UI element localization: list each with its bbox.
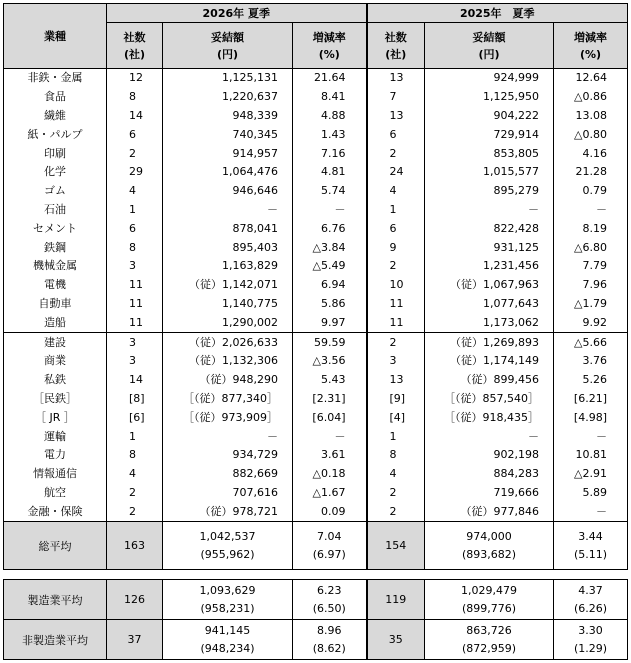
- manufacturing-row: [4, 69, 628, 88]
- manufacturing-count-2026: 126: [107, 580, 163, 620]
- count-2025: 9: [367, 238, 425, 257]
- count-2026: 12: [107, 69, 163, 88]
- industry-name: 情報通信: [4, 465, 107, 484]
- manufacturing-row: [4, 295, 628, 314]
- count-2026: 14: [107, 107, 163, 126]
- total-count-2025: 154: [367, 522, 425, 570]
- rate-2025: 9.92: [554, 313, 628, 332]
- total-average-section: [4, 522, 628, 570]
- rate-2025: 5.89: [554, 484, 628, 503]
- amount-2026: 1,064,476: [163, 163, 293, 182]
- manufacturing-row: [4, 219, 628, 238]
- non-manufacturing-section: [4, 333, 628, 522]
- amount-2025: （従）1,269,893: [425, 333, 554, 352]
- manufacturing-amount-2026: 1,093,629 (958,231): [163, 580, 293, 620]
- industry-name: 運輸: [4, 427, 107, 446]
- non-manufacturing-row: [4, 333, 628, 352]
- non-manufacturing-count-2025: 35: [367, 620, 425, 660]
- rate-2025: 21.28: [554, 163, 628, 182]
- count-2026: 3: [107, 333, 163, 352]
- amount-2025: 729,914: [425, 125, 554, 144]
- amount-2026: 882,669: [163, 465, 293, 484]
- manufacturing-row: [4, 107, 628, 126]
- rate-2026: [6.04]: [293, 408, 367, 427]
- count-2025: 2: [367, 144, 425, 163]
- count-2026: 3: [107, 257, 163, 276]
- rate-2025: －: [554, 427, 628, 446]
- count-2025: 24: [367, 163, 425, 182]
- amount-2026: （従）1,142,071: [163, 276, 293, 295]
- amount-2026: －: [163, 201, 293, 220]
- amount-2025: 853,805: [425, 144, 554, 163]
- industry-name: ［ JR ］: [4, 408, 107, 427]
- non-manufacturing-row: [4, 446, 628, 465]
- amount-2026: 934,729: [163, 446, 293, 465]
- amount-2025-header: 妥結額 (円): [425, 23, 554, 69]
- count-2026: 1: [107, 201, 163, 220]
- amount-2026: 895,403: [163, 238, 293, 257]
- count-2025: 10: [367, 276, 425, 295]
- amount-2026: 948,339: [163, 107, 293, 126]
- count-2026: 8: [107, 446, 163, 465]
- count-2025: 4: [367, 182, 425, 201]
- total-amount-2025: 974,000 (893,682): [425, 522, 554, 570]
- industry-name: セメント: [4, 219, 107, 238]
- non-manufacturing-amount-2026: 941,145 (948,234): [163, 620, 293, 660]
- non-manufacturing-row: [4, 427, 628, 446]
- non-manufacturing-row: [4, 371, 628, 390]
- non-manufacturing-row: [4, 484, 628, 503]
- amount-2026: －: [163, 427, 293, 446]
- amount-2026: （従）978,721: [163, 502, 293, 521]
- industry-name: 非鉄・金属: [4, 69, 107, 88]
- rate-2025: 7.96: [554, 276, 628, 295]
- industry-name: 航空: [4, 484, 107, 503]
- non-manufacturing-row: [4, 390, 628, 409]
- rate-2025-header: 増減率 (%): [554, 23, 628, 69]
- rate-2025: △0.86: [554, 88, 628, 107]
- rate-2026: △1.67: [293, 484, 367, 503]
- industry-name: 石油: [4, 201, 107, 220]
- total-count-2026: 163: [107, 522, 163, 570]
- amount-2026: 1,290,002: [163, 313, 293, 332]
- rate-2026: △3.84: [293, 238, 367, 257]
- industry-name: 電機: [4, 276, 107, 295]
- amount-2026: 878,041: [163, 219, 293, 238]
- industry-name: 化学: [4, 163, 107, 182]
- amount-2025: ［（従）918,435］: [425, 408, 554, 427]
- rate-2025: [6.21]: [554, 390, 628, 409]
- amount-2026: （従）2,026,633: [163, 333, 293, 352]
- count-2025-header: 社数 (社): [367, 23, 425, 69]
- industry-name: 造船: [4, 313, 107, 332]
- rate-2026: －: [293, 201, 367, 220]
- rate-2025: 12.64: [554, 69, 628, 88]
- manufacturing-section: [4, 69, 628, 333]
- amount-2026: 740,345: [163, 125, 293, 144]
- industry-name: 繊維: [4, 107, 107, 126]
- total-rate-2026: 7.04 (6.97): [293, 522, 367, 570]
- non-manufacturing-row: [4, 502, 628, 521]
- industry-name: ［民鉄］: [4, 390, 107, 409]
- rate-2026: △0.18: [293, 465, 367, 484]
- amount-2025: （従）899,456: [425, 371, 554, 390]
- year-2025-header: 2025年 夏季: [367, 4, 628, 23]
- count-2025: [9]: [367, 390, 425, 409]
- rate-2025: 5.26: [554, 371, 628, 390]
- amount-2026-header: 妥結額 (円): [163, 23, 293, 69]
- count-2026: 2: [107, 484, 163, 503]
- rate-2026: 8.41: [293, 88, 367, 107]
- amount-2025: （従）1,067,963: [425, 276, 554, 295]
- rate-2025: 13.08: [554, 107, 628, 126]
- rate-2026: 6.94: [293, 276, 367, 295]
- amount-2025: 931,125: [425, 238, 554, 257]
- amount-2025: （従）977,846: [425, 502, 554, 521]
- rate-2026: 1.43: [293, 125, 367, 144]
- summary-average-table: [3, 579, 628, 660]
- rate-2026: △5.49: [293, 257, 367, 276]
- count-2025: 13: [367, 107, 425, 126]
- count-2026: 1: [107, 427, 163, 446]
- amount-2025: 1,231,456: [425, 257, 554, 276]
- rate-2026: [2.31]: [293, 390, 367, 409]
- amount-2026: ［（従）973,909］: [163, 408, 293, 427]
- manufacturing-row: [4, 182, 628, 201]
- manufacturing-row: [4, 144, 628, 163]
- amount-2026: （従）1,132,306: [163, 352, 293, 371]
- count-2026: [8]: [107, 390, 163, 409]
- count-2026-header: 社数 (社): [107, 23, 163, 69]
- count-2025: 2: [367, 257, 425, 276]
- amount-2025: 822,428: [425, 219, 554, 238]
- industry-name: 商業: [4, 352, 107, 371]
- manufacturing-row: [4, 313, 628, 332]
- count-2026: 14: [107, 371, 163, 390]
- manufacturing-average-label: 製造業平均: [4, 580, 107, 620]
- amount-2026: 1,140,775: [163, 295, 293, 314]
- industry-name: 鉄鋼: [4, 238, 107, 257]
- count-2025: 1: [367, 427, 425, 446]
- rate-2025: △5.66: [554, 333, 628, 352]
- rate-2026: △3.56: [293, 352, 367, 371]
- count-2026: 2: [107, 502, 163, 521]
- count-2025: 2: [367, 502, 425, 521]
- rate-2025: －: [554, 502, 628, 521]
- year-2026-header: 2026年 夏季: [107, 4, 367, 23]
- count-2025: 2: [367, 484, 425, 503]
- amount-2025: －: [425, 427, 554, 446]
- rate-2025: 8.19: [554, 219, 628, 238]
- rate-2026: 4.81: [293, 163, 367, 182]
- amount-2026: 1,220,637: [163, 88, 293, 107]
- non-manufacturing-average-label: 非製造業平均: [4, 620, 107, 660]
- amount-2026: 914,957: [163, 144, 293, 163]
- count-2025: [4]: [367, 408, 425, 427]
- count-2026: 8: [107, 88, 163, 107]
- count-2026: 11: [107, 276, 163, 295]
- industry-header: 業種: [4, 4, 107, 69]
- industry-name: ゴム: [4, 182, 107, 201]
- count-2025: 2: [367, 333, 425, 352]
- manufacturing-row: [4, 276, 628, 295]
- manufacturing-row: [4, 88, 628, 107]
- rate-2026: 5.43: [293, 371, 367, 390]
- rate-2025: △2.91: [554, 465, 628, 484]
- non-manufacturing-row: [4, 352, 628, 371]
- industry-name: 食品: [4, 88, 107, 107]
- rate-2026: 9.97: [293, 313, 367, 332]
- rate-2026: 21.64: [293, 69, 367, 88]
- amount-2025: 904,222: [425, 107, 554, 126]
- count-2025: 6: [367, 219, 425, 238]
- count-2025: 11: [367, 295, 425, 314]
- amount-2026: （従）948,290: [163, 371, 293, 390]
- amount-2025: 895,279: [425, 182, 554, 201]
- amount-2025: 1,077,643: [425, 295, 554, 314]
- count-2025: 13: [367, 371, 425, 390]
- industry-name: 紙・パルプ: [4, 125, 107, 144]
- non-manufacturing-amount-2025: 863,726 (872,959): [425, 620, 554, 660]
- industry-name: 機械金属: [4, 257, 107, 276]
- rate-2025: △0.80: [554, 125, 628, 144]
- total-amount-2026: 1,042,537 (955,962): [163, 522, 293, 570]
- amount-2025: 924,999: [425, 69, 554, 88]
- manufacturing-row: [4, 201, 628, 220]
- count-2026: 8: [107, 238, 163, 257]
- rate-2026: 4.88: [293, 107, 367, 126]
- manufacturing-amount-2025: 1,029,479 (899,776): [425, 580, 554, 620]
- count-2026: 2: [107, 144, 163, 163]
- count-2026: 3: [107, 352, 163, 371]
- rate-2025: 3.76: [554, 352, 628, 371]
- count-2025: 11: [367, 313, 425, 332]
- rate-2025: －: [554, 201, 628, 220]
- amount-2026: ［（従）877,340］: [163, 390, 293, 409]
- amount-2025: 884,283: [425, 465, 554, 484]
- count-2026: 11: [107, 295, 163, 314]
- rate-2025: [4.98]: [554, 408, 628, 427]
- manufacturing-rate-2025: 4.37 (6.26): [554, 580, 628, 620]
- non-manufacturing-row: [4, 465, 628, 484]
- count-2026: 6: [107, 125, 163, 144]
- industry-name: 印刷: [4, 144, 107, 163]
- rate-2025: 7.79: [554, 257, 628, 276]
- count-2025: 4: [367, 465, 425, 484]
- rate-2025: 10.81: [554, 446, 628, 465]
- amount-2026: 1,163,829: [163, 257, 293, 276]
- rate-2026: 5.86: [293, 295, 367, 314]
- rate-2025: △6.80: [554, 238, 628, 257]
- rate-2026: －: [293, 427, 367, 446]
- non-manufacturing-count-2026: 37: [107, 620, 163, 660]
- amount-2025: 902,198: [425, 446, 554, 465]
- manufacturing-row: [4, 125, 628, 144]
- count-2026: 4: [107, 182, 163, 201]
- rate-2026: 7.16: [293, 144, 367, 163]
- amount-2025: 1,173,062: [425, 313, 554, 332]
- manufacturing-row: [4, 238, 628, 257]
- manufacturing-row: [4, 163, 628, 182]
- count-2025: 8: [367, 446, 425, 465]
- rate-2025: 4.16: [554, 144, 628, 163]
- rate-2025: △1.79: [554, 295, 628, 314]
- count-2025: 1: [367, 201, 425, 220]
- manufacturing-count-2025: 119: [367, 580, 425, 620]
- industry-name: 建設: [4, 333, 107, 352]
- manufacturing-row: [4, 257, 628, 276]
- count-2026: 11: [107, 313, 163, 332]
- amount-2025: 1,015,577: [425, 163, 554, 182]
- rate-2026: 59.59: [293, 333, 367, 352]
- industry-name: 電力: [4, 446, 107, 465]
- count-2026: 6: [107, 219, 163, 238]
- rate-2026: 3.61: [293, 446, 367, 465]
- amount-2025: 719,666: [425, 484, 554, 503]
- non-manufacturing-rate-2026: 8.96 (8.62): [293, 620, 367, 660]
- rate-2026-header: 増減率 (%): [293, 23, 367, 69]
- total-rate-2025: 3.44 (5.11): [554, 522, 628, 570]
- non-manufacturing-rate-2025: 3.30 (1.29): [554, 620, 628, 660]
- amount-2026: 1,125,131: [163, 69, 293, 88]
- rate-2026: 6.76: [293, 219, 367, 238]
- count-2025: 6: [367, 125, 425, 144]
- amount-2025: ［（従）857,540］: [425, 390, 554, 409]
- rate-2026: 5.74: [293, 182, 367, 201]
- amount-2025: （従）1,174,149: [425, 352, 554, 371]
- industry-name: 私鉄: [4, 371, 107, 390]
- bonus-settlement-table: [3, 3, 628, 570]
- count-2025: 3: [367, 352, 425, 371]
- amount-2026: 707,616: [163, 484, 293, 503]
- amount-2026: 946,646: [163, 182, 293, 201]
- rate-2026: 0.09: [293, 502, 367, 521]
- count-2026: [6]: [107, 408, 163, 427]
- count-2025: 7: [367, 88, 425, 107]
- industry-name: 自動車: [4, 295, 107, 314]
- manufacturing-rate-2026: 6.23 (6.50): [293, 580, 367, 620]
- amount-2025: 1,125,950: [425, 88, 554, 107]
- industry-name: 金融・保険: [4, 502, 107, 521]
- total-average-label: 総平均: [4, 522, 107, 570]
- non-manufacturing-row: [4, 408, 628, 427]
- count-2026: 29: [107, 163, 163, 182]
- rate-2025: 0.79: [554, 182, 628, 201]
- count-2026: 4: [107, 465, 163, 484]
- count-2025: 13: [367, 69, 425, 88]
- amount-2025: －: [425, 201, 554, 220]
